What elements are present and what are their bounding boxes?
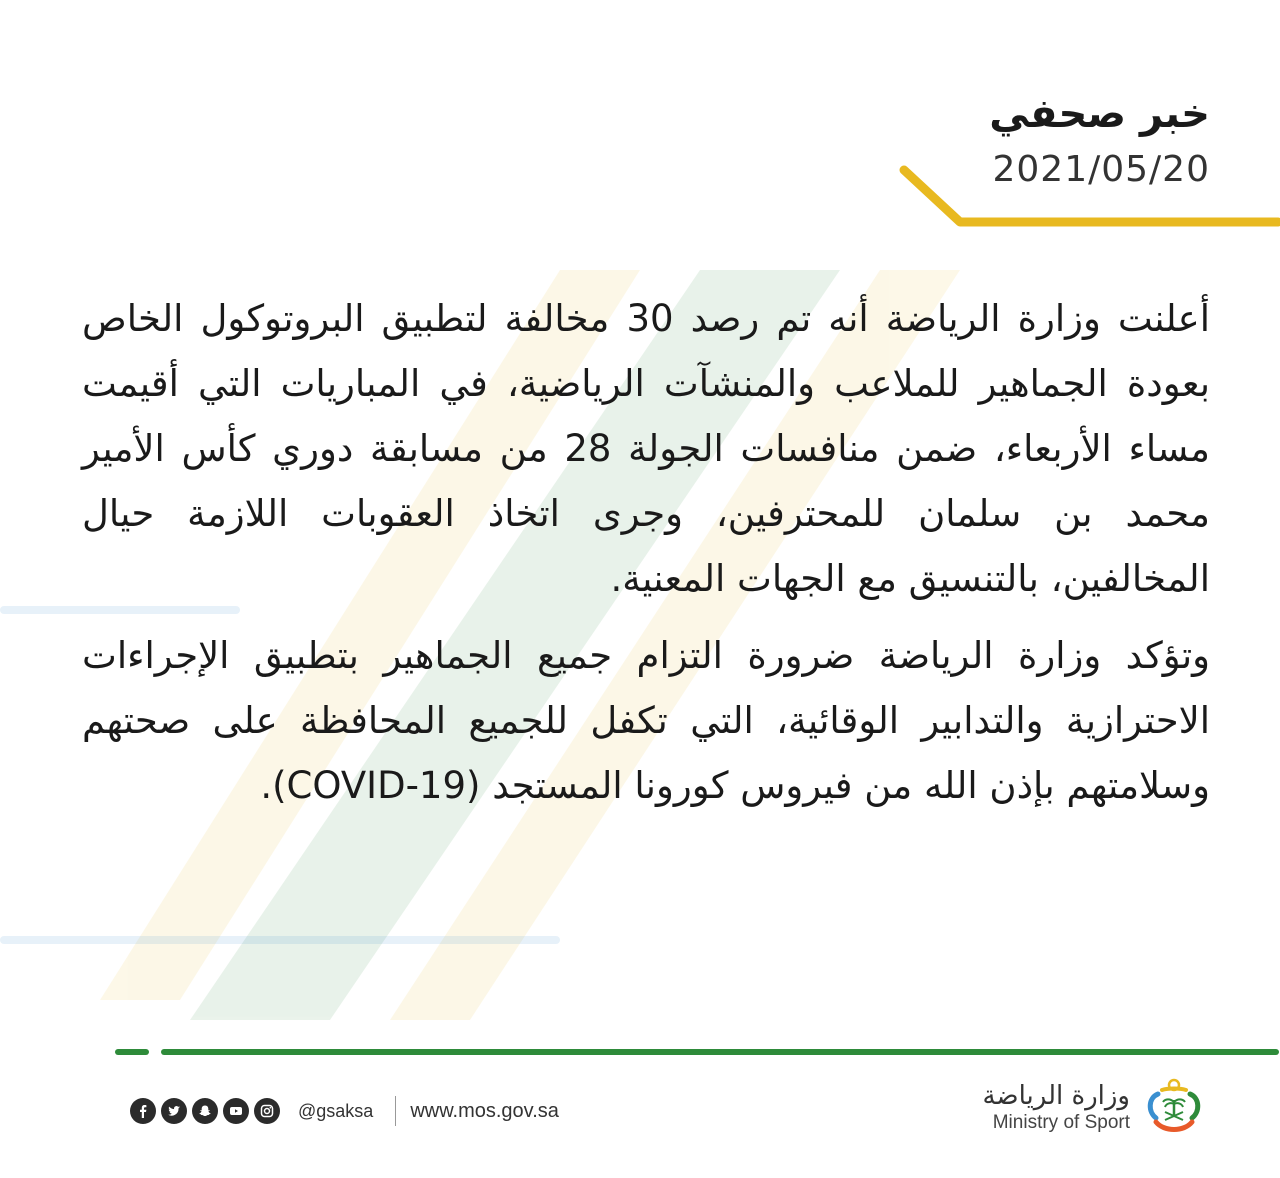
brand-name-english: Ministry of Sport xyxy=(992,1112,1130,1133)
twitter-icon[interactable] xyxy=(161,1098,187,1124)
ministry-brand xyxy=(983,1076,1204,1138)
social-links xyxy=(130,1098,280,1124)
website-link[interactable]: www.mos.gov.sa xyxy=(410,1099,559,1122)
brand-name-arabic: وزارة الرياضة xyxy=(982,1081,1130,1111)
brand-text xyxy=(983,1080,1130,1134)
instagram-icon[interactable] xyxy=(254,1098,280,1124)
page-title: خبر صحفي xyxy=(989,91,1210,137)
ministry-logo-icon xyxy=(1144,1076,1204,1138)
footer-divider xyxy=(395,1096,396,1126)
snapchat-icon[interactable] xyxy=(192,1098,218,1124)
paragraph-1: أعلنت وزارة الرياضة أنه تم رصد 30 مخالفة لتطبيق البروتوكول الخاص بعودة الجماهير للملاعب والمنشآت الرياضية، في المباريات التي أقيمت مساء الأربعاء، ضمن منافسات الجولة 28 من مسابقة دوري كأس الأمير محمد بن سلمان للمحترفين، وجرى اتخاذ العقوبات اللازمة حيال المخالفين، بالتنسيق مع الجهات المعنية. xyxy=(82,297,1211,600)
footer-contact xyxy=(130,1094,559,1128)
paragraph-2: وتؤكد وزارة الرياضة ضرورة التزام جميع الجماهير بتطبيق الإجراءات الاحترازية والتدابير الوقائية، التي تكفل للجميع المحافظة على صحتهم وسلامتهم بإذن الله من فيروس كورونا المستجد (COVID-19). xyxy=(82,634,1210,807)
facebook-icon[interactable] xyxy=(130,1098,156,1124)
publish-date: 2021/05/20 xyxy=(992,149,1210,190)
youtube-icon[interactable] xyxy=(223,1098,249,1124)
social-handle[interactable]: @gsaksa xyxy=(298,1100,374,1121)
